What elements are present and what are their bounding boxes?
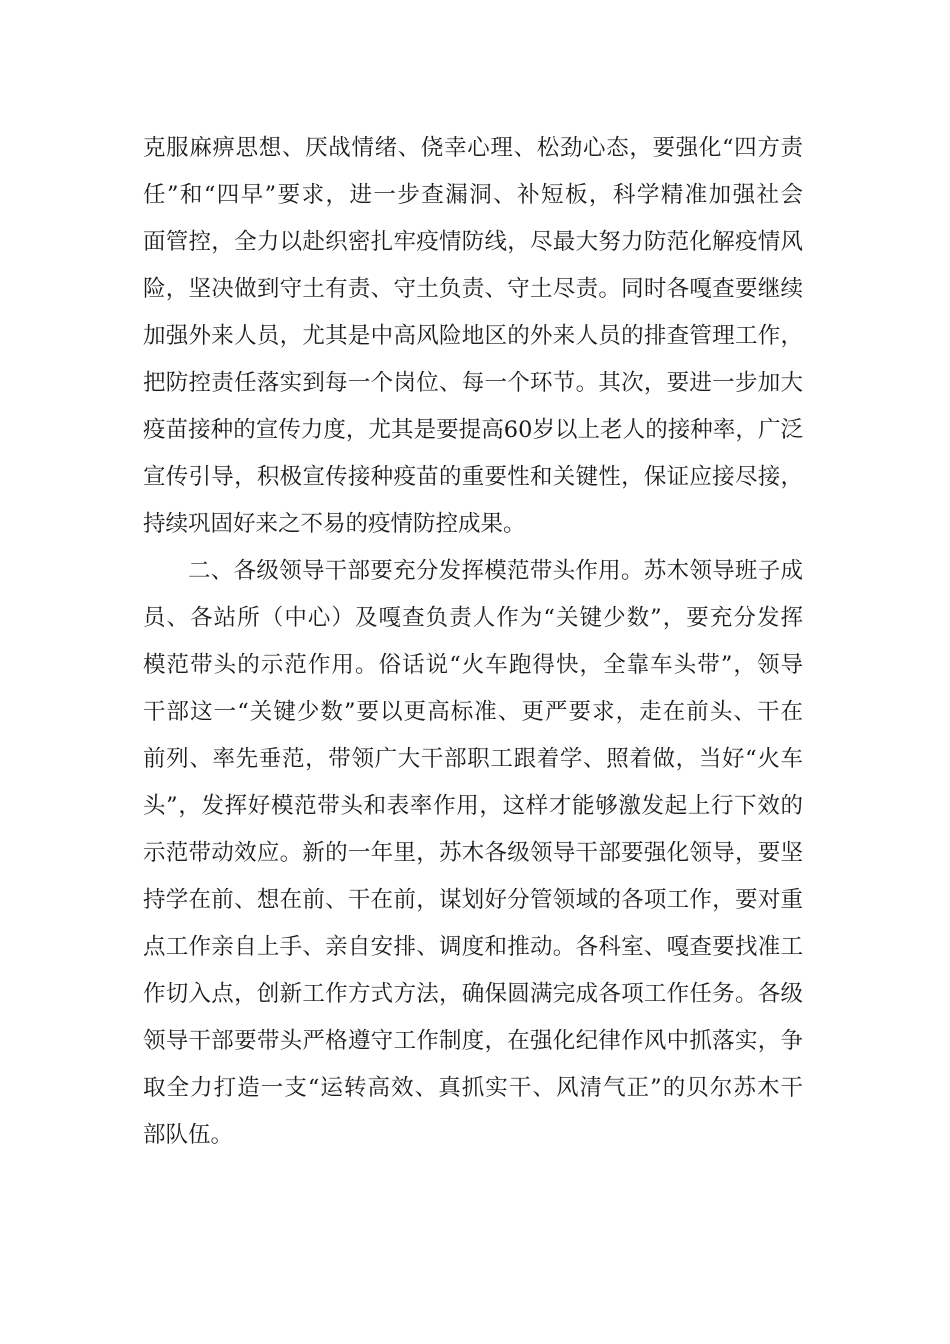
paragraph-line: 把防控责任落实到每一个岗位、每一个环节。其次，要进一步加大 — [143, 370, 803, 396]
paragraph-line: 部队伍。 — [143, 1122, 234, 1148]
paragraph-line: 员、各站所（中心）及嘎查负责人作为“关键少数”，要充分发挥 — [143, 605, 803, 631]
paragraph-line: 作切入点，创新工作方式方法，确保圆满完成各项工作任务。各级 — [143, 981, 803, 1007]
paragraph-line: 任”和“四早”要求，进一步查漏洞、补短板，科学精准加强社会 — [143, 182, 803, 208]
paragraph-line: 干部这一“关键少数”要以更高标准、更严要求，走在前头、干在 — [143, 699, 803, 725]
paragraph-2 — [143, 548, 803, 1159]
paragraph-line: 面管控，全力以赴织密扎牢疫情防线，尽最大努力防范化解疫情风 — [143, 229, 803, 255]
paragraph-line: 加强外来人员，尤其是中高风险地区的外来人员的排查管理工作， — [143, 323, 803, 349]
paragraph-line: 领导干部要带头严格遵守工作制度，在强化纪律作风中抓落实，争 — [143, 1028, 803, 1054]
paragraph-line: 疫苗接种的宣传力度，尤其是要提高60岁以上老人的接种率，广泛 — [143, 417, 803, 443]
paragraph-line: 险，坚决做到守土有责、守土负责、守土尽责。同时各嘎查要继续 — [143, 276, 803, 302]
paragraph-line: 点工作亲自上手、亲自安排、调度和推动。各科室、嘎查要找准工 — [143, 934, 803, 960]
paragraph-line: 克服麻痹思想、厌战情绪、侥幸心理、松劲心态，要强化“四方责 — [143, 135, 803, 161]
section-heading-line: 二、各级领导干部要充分发挥模范带头作用。苏木领导班子成 — [188, 558, 803, 584]
paragraph-line: 取全力打造一支“运转高效、真抓实干、风清气正”的贝尔苏木干 — [143, 1075, 803, 1101]
paragraph-line: 前列、率先垂范，带领广大干部职工跟着学、照着做，当好“火车 — [143, 746, 803, 772]
paragraph-line: 模范带头的示范作用。俗话说“火车跑得快，全靠车头带”，领导 — [143, 652, 803, 678]
paragraph-1 — [143, 125, 803, 548]
paragraph-line: 持续巩固好来之不易的疫情防控成果。 — [143, 511, 526, 537]
paragraph-line: 持学在前、想在前、干在前，谋划好分管领域的各项工作，要对重 — [143, 887, 803, 913]
paragraph-line: 示范带动效应。新的一年里，苏木各级领导干部要强化领导，要坚 — [143, 840, 803, 866]
document-body — [143, 125, 803, 1159]
paragraph-line: 宣传引导，积极宣传接种疫苗的重要性和关键性，保证应接尽接， — [143, 464, 803, 490]
paragraph-line: 头”，发挥好模范带头和表率作用，这样才能够激发起上行下效的 — [143, 793, 803, 819]
